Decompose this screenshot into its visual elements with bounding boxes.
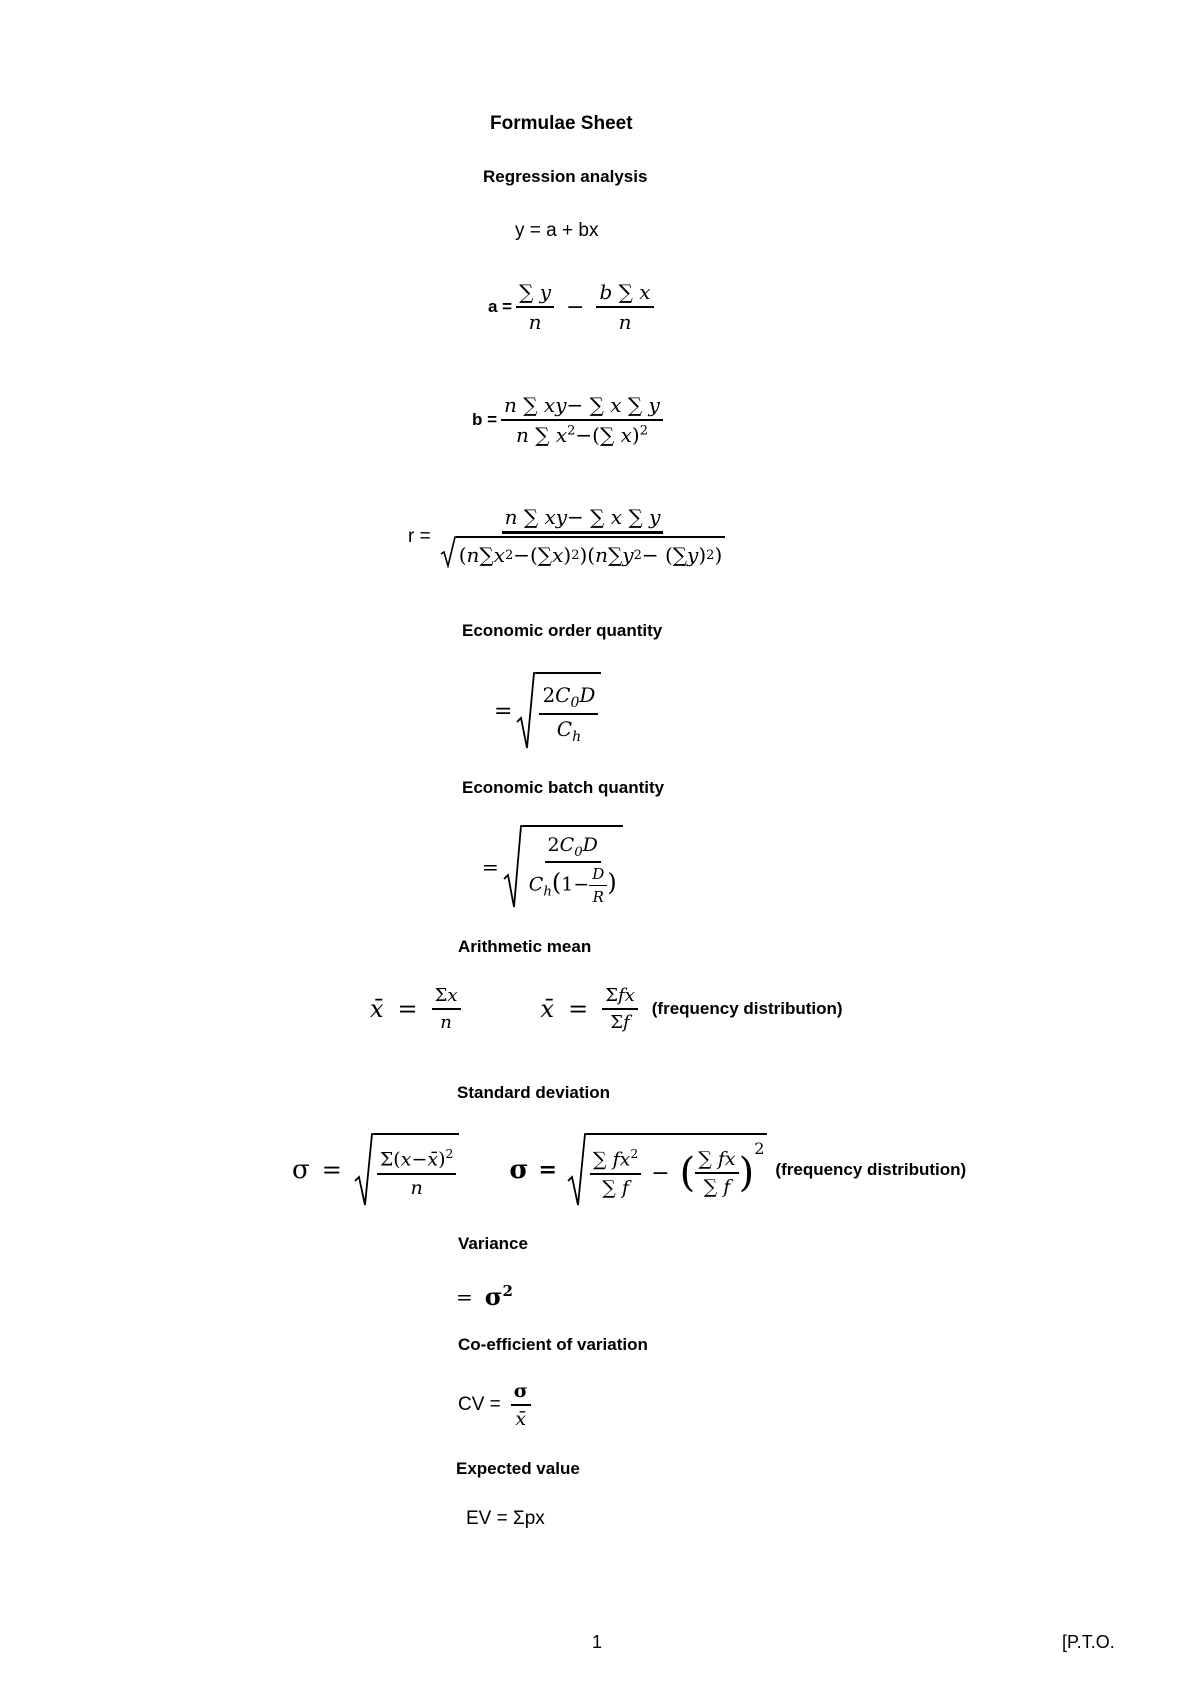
eoq-heading: Economic order quantity [462, 621, 663, 640]
formula-ev: EV = Σpx [466, 1508, 545, 1529]
page-number: 1 [592, 1632, 603, 1652]
sd-frequency-note: (frequency distribution) [775, 1160, 967, 1179]
mean-frequency-note: (frequency distribution) [651, 999, 843, 1018]
variance-heading: Variance [458, 1234, 528, 1253]
formula-mean: x̄ = $\frac{\Sigma x}{n}$ x̄ = $\frac{\text{Σfx}}{\Sigma f}$ (frequency distribution) [370, 985, 843, 1033]
formula-variance: = $\sigma^2$ [456, 1282, 513, 1311]
formula-b: b = $\frac{n \sum xy- \sum x \sum y}{n \sum x^2-(\sum x)^2}$ [472, 393, 663, 447]
cv-heading: Co-efficient of variation [458, 1335, 648, 1354]
pto-note: [P.T.O. [1062, 1632, 1115, 1652]
a-label: a = [488, 297, 513, 316]
page-title: Formulae Sheet [490, 113, 633, 134]
cv-label: CV = [458, 1394, 501, 1415]
regression-heading: Regression analysis [483, 167, 648, 186]
sd-heading: Standard deviation [457, 1083, 611, 1102]
formula-eoq: = $\frac{2C_0D}{C_h}$ [494, 672, 601, 750]
formula-sd: σ = $\frac{\Sigma(x-x̄)^2}{n}$ σ = $\frac{\sum fx^2}{\sum f}$ − ( $\frac{\sum fx}{\sum f}$ ) 2 (frequency distribution) [292, 1133, 966, 1207]
formula-a: a = $\frac{\sum y}{n}$ − $\frac{b \sum x}{n}$ [488, 280, 654, 334]
formula-r: r = n ∑ xy− ∑ x ∑ y ( n ∑ x 2 −(∑ x ) 2 )( n ∑ y 2 − (∑ y ) 2 ) [408, 505, 728, 568]
formula-cv: CV = $\frac{\sigma}{x̄}$ [458, 1380, 531, 1430]
regression-line-equation: y = a + bx [515, 220, 599, 241]
b-label: b = [472, 410, 498, 429]
ev-heading: Expected value [456, 1459, 580, 1478]
mean-heading: Arithmetic mean [458, 937, 592, 956]
formula-ebq: = $2C_0D$ $C_h(1-$ $\frac{D}{R}$ ) [482, 825, 623, 909]
r-label: r = [408, 525, 431, 547]
ebq-heading: Economic batch quantity [462, 778, 665, 797]
